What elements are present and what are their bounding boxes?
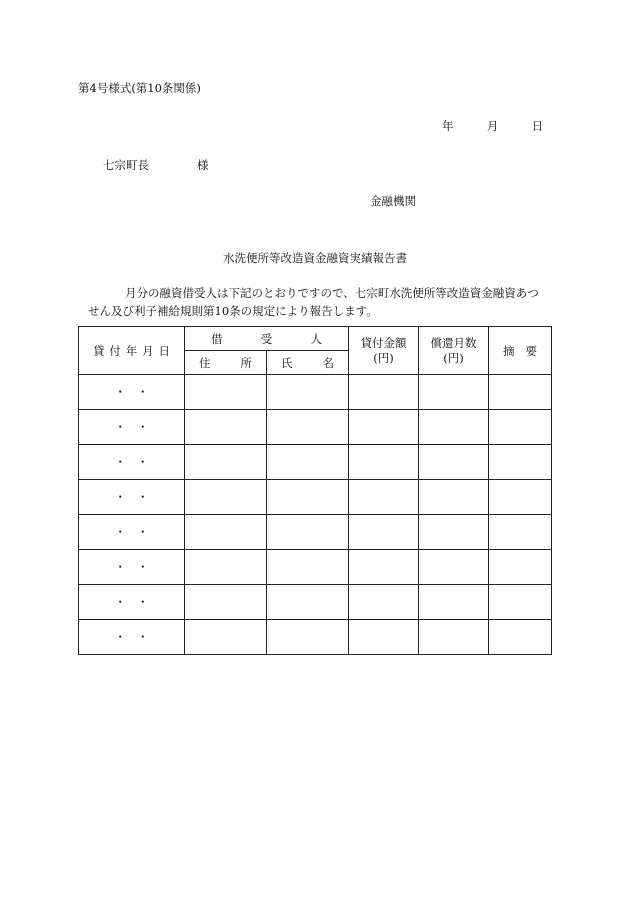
remarks-cell[interactable] (489, 515, 552, 550)
date-day-label: 日 (531, 119, 544, 133)
address-cell[interactable] (185, 620, 267, 655)
header-address-char: 所 (240, 355, 252, 370)
header-loan-date (79, 327, 185, 375)
header-loan-amount (349, 327, 419, 375)
name-cell[interactable] (267, 620, 349, 655)
addressee-name: 七宗町長 (103, 158, 149, 172)
name-cell[interactable] (267, 515, 349, 550)
address-cell[interactable] (185, 480, 267, 515)
date-separator-dot: ・ (137, 630, 149, 644)
form-number: 第4号様式(第10条関係) (78, 81, 201, 95)
name-cell[interactable] (267, 480, 349, 515)
repayment-months-cell[interactable] (419, 480, 489, 515)
header-borrower-char: 借 (211, 331, 223, 346)
header-remarks (489, 327, 552, 375)
header-address-char: 住 (199, 355, 211, 370)
loan-amount-cell[interactable] (349, 585, 419, 620)
name-cell[interactable] (267, 585, 349, 620)
header-remarks-char: 摘 (503, 343, 515, 358)
addressee (103, 157, 209, 173)
name-cell[interactable] (267, 445, 349, 480)
loan-amount-cell[interactable] (349, 550, 419, 585)
loan-amount-cell[interactable] (349, 375, 419, 410)
document-title: 水洗便所等改造資金融資実績報告書 (223, 251, 407, 265)
date-separator-dot: ・ (137, 420, 149, 434)
remarks-cell[interactable] (489, 480, 552, 515)
header-loan-date-char: 貸 (93, 343, 105, 358)
date-separator-dot: ・ (114, 560, 126, 574)
header-repayment-months-label: 償還月数 (430, 335, 477, 350)
loan-amount-cell[interactable] (349, 620, 419, 655)
header-name (267, 351, 349, 375)
loan-date-cell[interactable] (79, 410, 185, 445)
date-separator-dot: ・ (114, 490, 126, 504)
addressee-honorific: 様 (197, 158, 209, 172)
date-separator-dot: ・ (114, 420, 126, 434)
header-borrower (185, 327, 349, 351)
table-row (79, 620, 552, 655)
address-cell[interactable] (185, 515, 267, 550)
loan-date-cell[interactable] (79, 515, 185, 550)
loan-date-cell[interactable] (79, 375, 185, 410)
repayment-months-cell[interactable] (419, 515, 489, 550)
name-cell[interactable] (267, 410, 349, 445)
table-row (79, 480, 552, 515)
loan-date-cell[interactable] (79, 585, 185, 620)
remarks-cell[interactable] (489, 585, 552, 620)
remarks-cell[interactable] (489, 375, 552, 410)
header-address (185, 351, 267, 375)
date-month-label: 月 (486, 119, 499, 133)
header-remarks-char: 要 (525, 343, 537, 358)
header-loan-amount-unit: (円) (373, 350, 394, 365)
financial-institution-label: 金融機関 (370, 194, 416, 208)
repayment-months-cell[interactable] (419, 410, 489, 445)
body-line-1: 月分の融資借受人は下記のとおりですので、七宗町水洗便所等改造資金融資あつ (125, 286, 539, 300)
table-row (79, 585, 552, 620)
address-cell[interactable] (185, 410, 267, 445)
header-loan-amount-label: 貸付金額 (360, 335, 407, 350)
loan-date-cell[interactable] (79, 620, 185, 655)
date-separator-dot: ・ (114, 595, 126, 609)
date-separator-dot: ・ (137, 525, 149, 539)
repayment-months-cell[interactable] (419, 550, 489, 585)
date-year-label: 年 (442, 119, 454, 133)
date-separator-dot: ・ (114, 525, 126, 539)
table-row (79, 550, 552, 585)
loan-date-cell[interactable] (79, 550, 185, 585)
header-borrower-char: 受 (260, 331, 273, 346)
loan-date-cell[interactable] (79, 480, 185, 515)
body-text (88, 284, 558, 320)
remarks-cell[interactable] (489, 620, 552, 655)
loan-amount-cell[interactable] (349, 410, 419, 445)
address-cell[interactable] (185, 445, 267, 480)
table-row (79, 410, 552, 445)
loan-date-cell[interactable] (79, 445, 185, 480)
header-repayment-months-unit: (円) (443, 350, 464, 365)
header-loan-date-char: 付 (109, 343, 121, 358)
remarks-cell[interactable] (489, 445, 552, 480)
date-separator-dot: ・ (114, 630, 126, 644)
repayment-months-cell[interactable] (419, 445, 489, 480)
report-table (78, 326, 552, 655)
table-row (79, 515, 552, 550)
date-separator-dot: ・ (137, 560, 149, 574)
header-borrower-char: 人 (310, 331, 322, 346)
repayment-months-cell[interactable] (419, 375, 489, 410)
date-separator-dot: ・ (114, 455, 126, 469)
remarks-cell[interactable] (489, 550, 552, 585)
date-line (442, 118, 543, 134)
repayment-months-cell[interactable] (419, 620, 489, 655)
header-name-char: 名 (322, 355, 334, 370)
header-loan-date-char: 年 (125, 343, 138, 358)
address-cell[interactable] (185, 550, 267, 585)
date-separator-dot: ・ (137, 595, 149, 609)
header-loan-date-char: 月 (142, 343, 154, 358)
date-separator-dot: ・ (137, 385, 149, 399)
date-separator-dot: ・ (114, 385, 126, 399)
address-cell[interactable] (185, 585, 267, 620)
table-row (79, 375, 552, 410)
name-cell[interactable] (267, 550, 349, 585)
body-line-2: せん及び利子補給規則第10条の規定により報告します。 (88, 304, 378, 318)
header-repayment-months (419, 327, 489, 375)
header-name-char: 氏 (281, 355, 293, 370)
loan-amount-cell[interactable] (349, 480, 419, 515)
header-loan-date-char: 日 (158, 343, 170, 358)
repayment-months-cell[interactable] (419, 585, 489, 620)
loan-amount-cell[interactable] (349, 445, 419, 480)
address-cell[interactable] (185, 375, 267, 410)
name-cell[interactable] (267, 375, 349, 410)
date-separator-dot: ・ (137, 490, 149, 504)
date-separator-dot: ・ (137, 455, 149, 469)
table-row (79, 445, 552, 480)
remarks-cell[interactable] (489, 410, 552, 445)
loan-amount-cell[interactable] (349, 515, 419, 550)
